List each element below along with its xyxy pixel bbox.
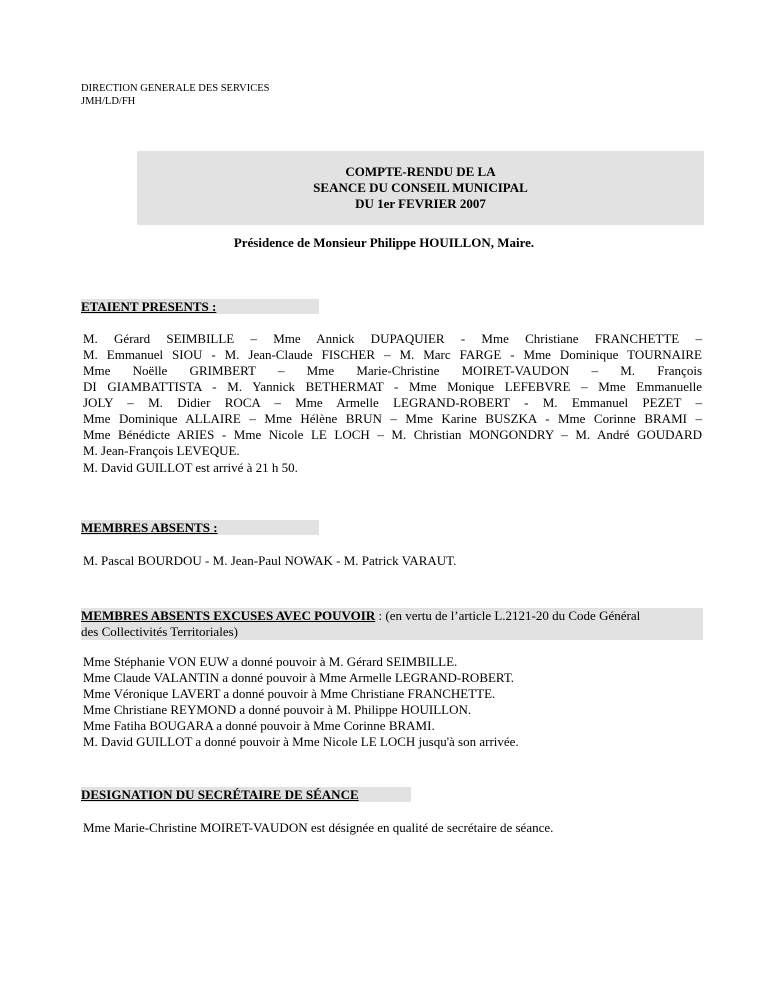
excuses-heading-note: : (en vertu de l’article L.2121-20 du Code Général bbox=[375, 608, 641, 623]
arrival-note: M. David GUILLOT est arrivé à 21 h 50. bbox=[83, 460, 298, 475]
presents-line: M. Jean-François LEVEQUE. bbox=[83, 443, 240, 458]
presents-line: JOLY – M. Didier ROCA – Mme Armelle LEGRAND-ROBERT - M. Emmanuel PEZET – bbox=[83, 395, 702, 410]
section-heading-presents: ETAIENT PRESENTS : bbox=[81, 299, 319, 314]
document-header bbox=[81, 82, 269, 108]
excuses-heading-title: MEMBRES ABSENTS EXCUSES AVEC POUVOIR bbox=[81, 608, 376, 623]
header-service: DIRECTION GENERALE DES SERVICES bbox=[81, 83, 270, 94]
document-title-box bbox=[137, 151, 704, 225]
proxy-line: Mme Véronique LAVERT a donné pouvoir à Mme Christiane FRANCHETTE. bbox=[83, 686, 496, 701]
presents-line: Mme Dominique ALLAIRE – Mme Hélène BRUN – Mme Karine BUSZKA - Mme Corinne BRAMI – bbox=[83, 411, 702, 426]
secretaire-text: Mme Marie-Christine MOIRET-VAUDON est désignée en qualité de secrétaire de séance. bbox=[83, 820, 554, 835]
title-line-2: SEANCE DU CONSEIL MUNICIPAL bbox=[313, 180, 528, 195]
absents-list: M. Pascal BOURDOU - M. Jean-Paul NOWAK - M. Patrick VARAUT. bbox=[83, 553, 457, 568]
presents-line: M. Emmanuel SIOU - M. Jean-Claude FISCHER – M. Marc FARGE - Mme Dominique TOURNAIRE bbox=[83, 347, 702, 362]
section-heading-excuses bbox=[81, 608, 703, 640]
title-line-1: COMPTE-RENDU DE LA bbox=[345, 164, 496, 179]
presents-list bbox=[83, 331, 702, 459]
presents-line: Mme Noëlle GRIMBERT – Mme Marie-Christine MOIRET-VAUDON – M. François bbox=[83, 363, 702, 378]
presents-line: DI GIAMBATTISTA - M. Yannick BETHERMAT - Mme Monique LEFEBVRE – Mme Emmanuelle bbox=[83, 379, 702, 394]
header-reference: JMH/LD/FH bbox=[81, 96, 136, 107]
proxy-line: Mme Claude VALANTIN a donné pouvoir à Mme Armelle LEGRAND-ROBERT. bbox=[83, 670, 515, 685]
proxy-line: Mme Stéphanie VON EUW a donné pouvoir à M. Gérard SEIMBILLE. bbox=[83, 654, 458, 669]
section-heading-absents: MEMBRES ABSENTS : bbox=[81, 520, 319, 535]
proxy-line: Mme Fatiha BOUGARA a donné pouvoir à Mme Corinne BRAMI. bbox=[83, 718, 435, 733]
proxy-line: Mme Christiane REYMOND a donné pouvoir à M. Philippe HOUILLON. bbox=[83, 702, 472, 717]
presidence-line: Présidence de Monsieur Philippe HOUILLON, Maire. bbox=[233, 235, 535, 250]
title-line-3: DU 1er FEVRIER 2007 bbox=[355, 196, 486, 211]
proxy-line: M. David GUILLOT a donné pouvoir à Mme Nicole LE LOCH jusqu'à son arrivée. bbox=[83, 734, 519, 749]
section-heading-secretaire: DESIGNATION DU SECRÉTAIRE DE SÉANCE bbox=[81, 787, 411, 802]
excuses-list bbox=[83, 654, 519, 750]
excuses-heading-note-cont: des Collectivités Territoriales) bbox=[81, 624, 238, 639]
presents-line: Mme Bénédicte ARIES - Mme Nicole LE LOCH – M. Christian MONGONDRY – M. André GOUDARD bbox=[83, 427, 702, 442]
presents-line: M. Gérard SEIMBILLE – Mme Annick DUPAQUIER - Mme Christiane FRANCHETTE – bbox=[83, 331, 702, 346]
